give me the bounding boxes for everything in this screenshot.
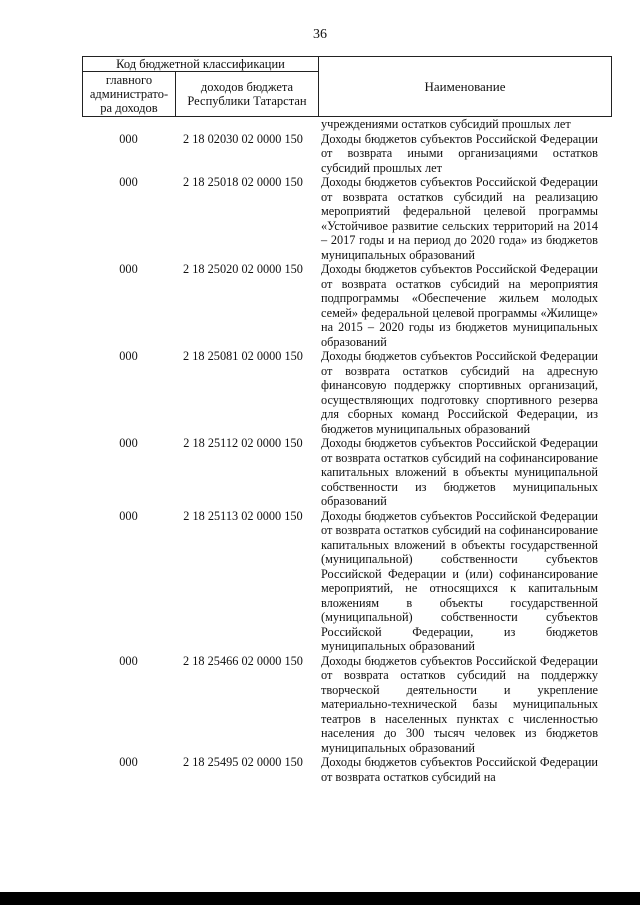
table-row xyxy=(82,175,611,262)
continuation-row xyxy=(82,117,611,132)
column-admin-header: главного администрато-ра доходов xyxy=(83,72,176,117)
row-name: Доходы бюджетов субъектов Российской Федерации от возврата остатков субсидий на реализацию мероприятий федеральной целевой программы «Устойчивое развитие сельских территорий на 2014 – 2017 годы и на период до 2020 года» из бюджетов муниципальных образований xyxy=(321,175,598,262)
table-body xyxy=(82,117,611,784)
budget-code: 2 18 25113 02 0000 150 xyxy=(183,508,303,523)
budget-code: 2 18 25020 02 0000 150 xyxy=(183,262,303,276)
budget-code: 2 18 02030 02 0000 150 xyxy=(183,131,303,146)
row-name: Доходы бюджетов субъектов Российской Федерации от возврата остатков субсидий на софинансирование капитальных вложений в объекты государственной (муниципальной) собственности субъектов Российской Федерации и (или) софинансирование мероприятий, не относящихся к капитальным вложениям в объекты государственной (муниципальной) собственности субъектов Российской Федерации, из бюджетов муниципальных образований xyxy=(321,508,598,653)
admin-code: 000 xyxy=(119,755,138,769)
admin-code: 000 xyxy=(119,508,138,523)
table-header xyxy=(82,56,612,117)
row-name: Доходы бюджетов субъектов Российской Федерации от возврата остатков субсидий на поддержку творческой деятельности и укрепление материально-технической базы муниципальных театров в населенных пунктах с численностью населения до 300 тысяч человек из бюджетов муниципальных образований xyxy=(321,653,598,755)
table-row xyxy=(82,349,611,436)
admin-code: 000 xyxy=(119,436,138,450)
row-name: Доходы бюджетов субъектов Российской Федерации от возврата остатков субсидий на xyxy=(321,755,598,784)
table-row xyxy=(82,755,611,784)
table-row xyxy=(82,654,611,756)
budget-code: 2 18 25466 02 0000 150 xyxy=(183,653,303,668)
scan-bottom-edge xyxy=(0,892,640,905)
group-title: Код бюджетной классификации xyxy=(83,57,319,72)
budget-code: 2 18 25495 02 0000 150 xyxy=(183,755,303,769)
admin-code: 000 xyxy=(119,131,138,146)
admin-code: 000 xyxy=(119,653,138,668)
admin-code: 000 xyxy=(119,262,138,276)
row-name: Доходы бюджетов субъектов Российской Федерации от возврата остатков субсидий на мероприятия подпрограммы «Обеспечение жильем молодых семей» федеральной целевой программы «Жилище» на 2015 – 2020 годы из бюджетов муниципальных образований xyxy=(321,262,598,349)
admin-code: 000 xyxy=(119,349,138,363)
continuation-text: учреждениями остатков субсидий прошлых лет xyxy=(321,117,571,131)
column-name-header: Наименование xyxy=(319,57,612,117)
table-row xyxy=(82,262,611,349)
budget-code: 2 18 25081 02 0000 150 xyxy=(183,349,303,363)
table-row xyxy=(82,436,611,509)
table-row xyxy=(82,132,611,176)
row-name: Доходы бюджетов субъектов Российской Федерации от возврата остатков субсидий на софинансирование капитальных вложений в объекты муниципальной собственности из бюджетов муниципальных образований xyxy=(321,436,598,508)
row-name: Доходы бюджетов субъектов Российской Федерации от возврата остатков субсидий на адресную финансовую поддержку спортивных организаций, осуществляющих подготовку спортивного резерва для сборных команд Российской Федерации, из бюджетов муниципальных образований xyxy=(321,349,598,436)
table-row xyxy=(82,509,611,654)
admin-code: 000 xyxy=(119,175,138,189)
page-number: 36 xyxy=(313,27,327,42)
budget-code: 2 18 25018 02 0000 150 xyxy=(183,175,303,189)
column-code-header: доходов бюджета Республики Татарстан xyxy=(176,72,319,117)
budget-code: 2 18 25112 02 0000 150 xyxy=(183,436,303,450)
row-name: Доходы бюджетов субъектов Российской Федерации от возврата иными организациями остатков субсидий прошлых лет xyxy=(321,131,598,175)
